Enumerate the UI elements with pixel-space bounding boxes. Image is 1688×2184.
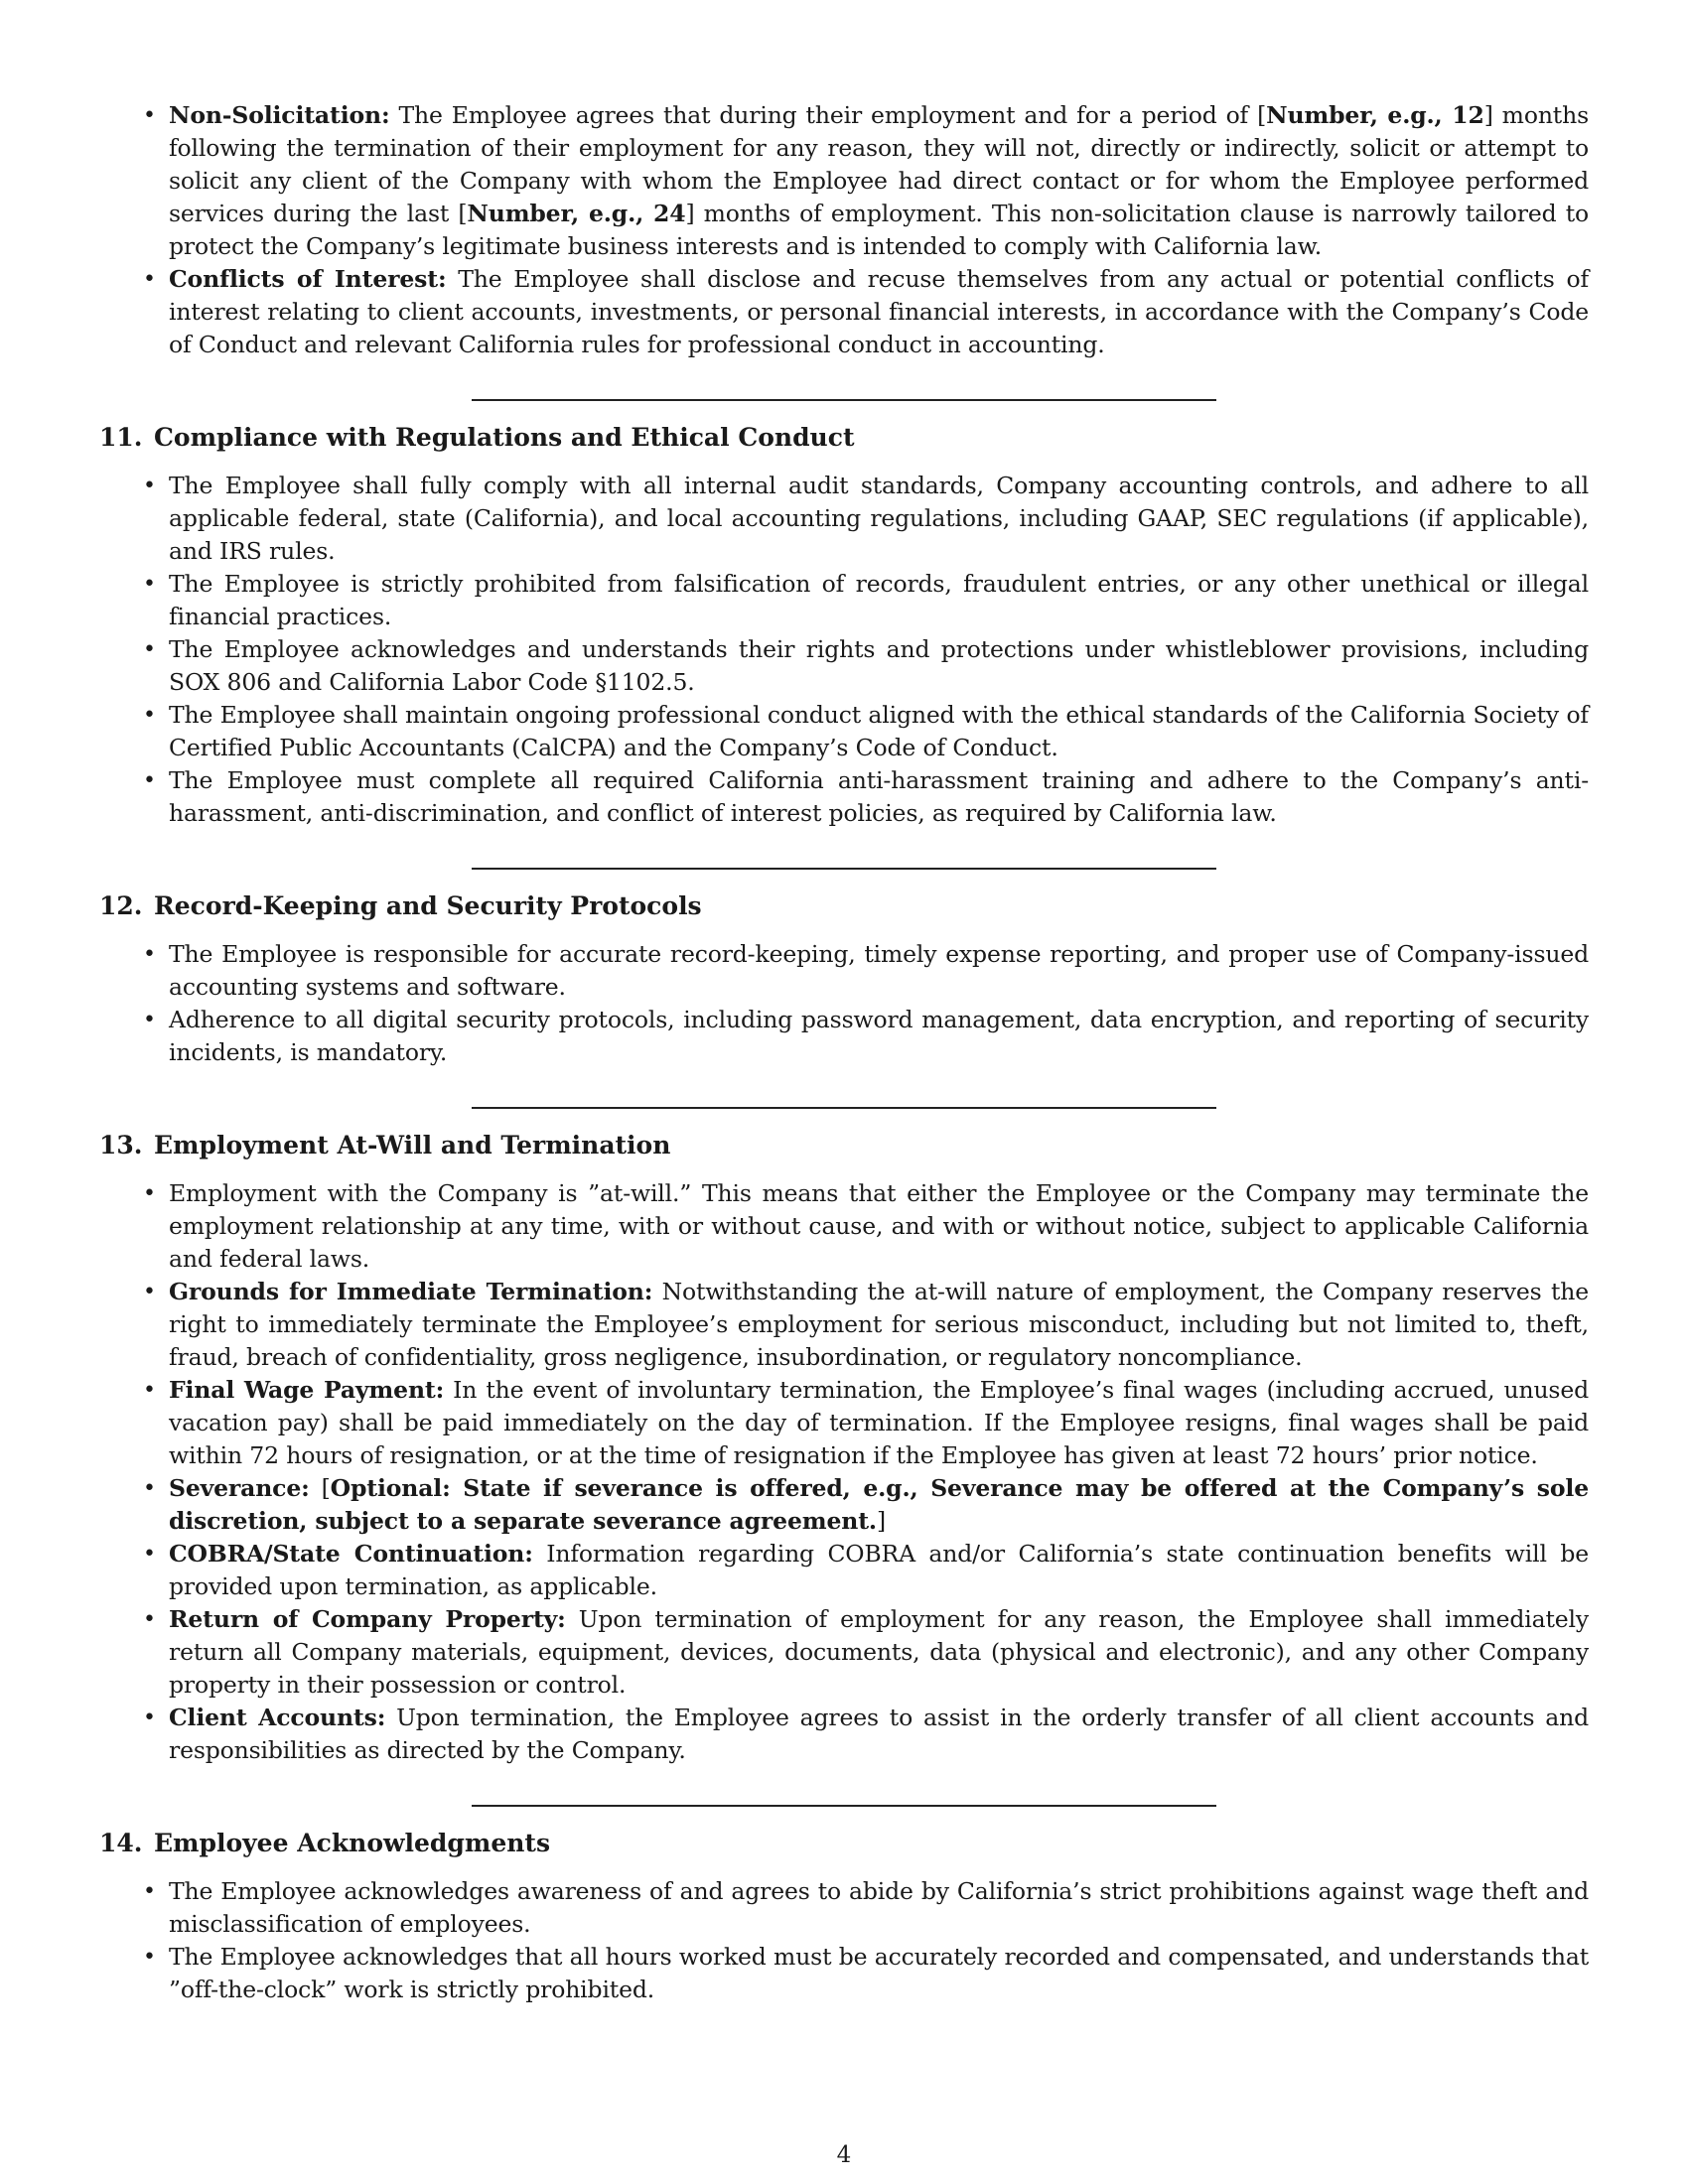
section-title: Compliance with Regulations and Ethical Conduct bbox=[154, 423, 855, 452]
section-number: 12. bbox=[99, 891, 143, 920]
section-title: Record-Keeping and Security Protocols bbox=[154, 891, 702, 920]
item-label: Conflicts of Interest: bbox=[169, 265, 447, 293]
page-number: 4 bbox=[836, 2142, 852, 2168]
section-heading-14 bbox=[99, 1827, 1589, 1860]
bullet-icon: • bbox=[143, 1879, 156, 1904]
list-item-final-wage bbox=[143, 1374, 1589, 1472]
bullet-icon: • bbox=[143, 1476, 156, 1501]
bullet-icon: • bbox=[143, 1008, 156, 1032]
list-item-non-solicitation bbox=[143, 99, 1589, 263]
document-page bbox=[99, 99, 1589, 2006]
bullet-icon: • bbox=[143, 103, 156, 128]
bullet-icon: • bbox=[143, 1542, 156, 1567]
item-text: Information regarding COBRA and/or California’s state continuation benefits will be provided upon termination, as applicable. bbox=[169, 1540, 1589, 1600]
section-number: 13. bbox=[99, 1131, 143, 1160]
section-heading-11 bbox=[99, 421, 1589, 455]
bullet-icon: • bbox=[143, 942, 156, 967]
section-heading-13 bbox=[99, 1129, 1589, 1162]
bullet-icon: • bbox=[143, 637, 156, 662]
item-text: The Employee acknowledges and understands their rights and protections under whistleblower provisions, including SOX 806 and California Labor Code §1102.5. bbox=[169, 635, 1589, 696]
item-text: The Employee shall maintain ongoing professional conduct aligned with the ethical standards of the California Society of Certified Public Accountants (CalCPA) and the Company’s Code of Conduct. bbox=[169, 701, 1589, 761]
list-item-at-will bbox=[143, 1177, 1589, 1276]
section-divider bbox=[472, 1107, 1216, 1109]
item-label: Return of Company Property: bbox=[169, 1605, 566, 1633]
list-item bbox=[143, 938, 1589, 1004]
bullet-icon: • bbox=[143, 1181, 156, 1206]
list-item bbox=[143, 1004, 1589, 1069]
item-text: Employment with the Company is ”at-will.” This means that either the Employee or the Company may terminate the employment relationship at any time, with or without cause, and with or without notice, subject to applicable California and federal laws. bbox=[169, 1179, 1589, 1273]
bullet-icon: • bbox=[143, 474, 156, 498]
item-label: Non-Solicitation: bbox=[169, 101, 390, 129]
item-text: The Employee is responsible for accurate record-keeping, timely expense reporting, and proper use of Company-issued accounting systems and software. bbox=[169, 940, 1589, 1001]
placeholder-text: Number, e.g., 24 bbox=[467, 200, 686, 227]
item-text: [ bbox=[309, 1474, 331, 1502]
list-item-immediate-termination bbox=[143, 1276, 1589, 1374]
list-item bbox=[143, 764, 1589, 830]
bullet-icon: • bbox=[143, 703, 156, 728]
section-number: 14. bbox=[99, 1829, 143, 1857]
placeholder-text: Optional: State if severance is offered, e.g., Severance may be offered at the Company’s sole discretion, subject to a separate severance agreement. bbox=[169, 1474, 1589, 1535]
list-item bbox=[143, 1941, 1589, 2006]
list-item bbox=[143, 470, 1589, 568]
list-item-company-property bbox=[143, 1603, 1590, 1702]
item-label: Grounds for Immediate Termination: bbox=[169, 1278, 653, 1305]
item-text: ] bbox=[876, 1507, 886, 1535]
list-item-severance bbox=[143, 1472, 1589, 1538]
item-text: The Employee shall disclose and recuse themselves from any actual or potential conflicts of interest relating to client accounts, investments, or personal financial interests, in accordance with the Company’s Code of Conduct and relevant California rules for professional conduct in accounting. bbox=[169, 265, 1589, 358]
item-text: In the event of involuntary termination, the Employee’s final wages (including accrued, unused vacation pay) shall be paid immediately on the day of termination. If the Employee resigns, final wages shall be paid within 72 hours of resignation, or at the time of resignation if the Employee has given at least 72 hours’ prior notice. bbox=[169, 1376, 1589, 1469]
item-text: ] months of employment. This non-solicitation clause is narrowly tailored to protect the Company’s legitimate business interests and is intended to comply with California law. bbox=[169, 200, 1589, 260]
section-divider bbox=[472, 399, 1216, 401]
list-item-client-accounts bbox=[143, 1702, 1589, 1767]
section-number: 11. bbox=[99, 423, 143, 452]
item-text: ] months following the termination of their employment for any reason, they will not, directly or indirectly, solicit or attempt to solicit any client of the Company with whom the Employee had direct contact or for whom the Employee performed services during the last [ bbox=[169, 101, 1589, 227]
bullet-icon: • bbox=[143, 1607, 156, 1632]
item-text: Adherence to all digital security protocols, including password management, data encryption, and reporting of security incidents, is mandatory. bbox=[169, 1006, 1589, 1066]
item-text: The Employee is strictly prohibited from falsification of records, fraudulent entries, or any other unethical or illegal financial practices. bbox=[169, 570, 1589, 630]
list-item-cobra bbox=[143, 1538, 1589, 1603]
bullet-icon: • bbox=[143, 572, 156, 597]
section-title: Employee Acknowledgments bbox=[154, 1829, 551, 1857]
section-title: Employment At-Will and Termination bbox=[154, 1131, 671, 1160]
item-label: COBRA/State Continuation: bbox=[169, 1540, 533, 1568]
section-11-list bbox=[99, 470, 1589, 830]
bullet-icon: • bbox=[143, 1280, 156, 1304]
section-13-list bbox=[99, 1177, 1589, 1767]
item-label: Final Wage Payment: bbox=[169, 1376, 445, 1404]
bullet-icon: • bbox=[143, 1945, 156, 1970]
item-text: The Employee shall fully comply with all internal audit standards, Company accounting controls, and adhere to all applicable federal, state (California), and local accounting regulations, including GAAP, SEC regulations (if applicable), and IRS rules. bbox=[169, 472, 1589, 565]
bullet-icon: • bbox=[143, 267, 156, 292]
section-divider bbox=[472, 868, 1216, 870]
item-text: The Employee acknowledges that all hours worked must be accurately recorded and compensated, and understands that ”off-the-clock” work is strictly prohibited. bbox=[169, 1943, 1589, 2003]
section-divider bbox=[472, 1805, 1216, 1807]
list-item bbox=[143, 568, 1589, 633]
section-14-list bbox=[99, 1875, 1589, 2006]
item-text: The Employee agrees that during their employment and for a period of [ bbox=[389, 101, 1267, 129]
item-label: Severance: bbox=[169, 1474, 310, 1502]
section-heading-12 bbox=[99, 889, 1589, 923]
list-item bbox=[143, 1875, 1589, 1941]
intro-list bbox=[99, 99, 1589, 361]
bullet-icon: • bbox=[143, 1378, 156, 1403]
item-text: Upon termination, the Employee agrees to assist in the orderly transfer of all client accounts and responsibilities as directed by the Company. bbox=[169, 1704, 1589, 1764]
list-item bbox=[143, 699, 1589, 764]
section-12-list bbox=[99, 938, 1589, 1069]
list-item-conflicts-of-interest bbox=[143, 263, 1589, 361]
item-text: Notwithstanding the at-will nature of employment, the Company reserves the right to immediately terminate the Employee’s employment for serious misconduct, including but not limited to, theft, fraud, breach of confidentiality, gross negligence, insubordination, or regulatory noncompliance. bbox=[169, 1278, 1589, 1371]
item-text: The Employee acknowledges awareness of and agrees to abide by California’s strict prohibitions against wage theft and misclassification of employees. bbox=[169, 1877, 1589, 1938]
bullet-icon: • bbox=[143, 768, 156, 793]
list-item bbox=[143, 633, 1589, 699]
item-label: Client Accounts: bbox=[169, 1704, 386, 1731]
bullet-icon: • bbox=[143, 1706, 156, 1730]
placeholder-text: Number, e.g., 12 bbox=[1266, 101, 1484, 129]
item-text: Upon termination of employment for any reason, the Employee shall immediately return all Company materials, equipment, devices, documents, data (physical and electronic), and any other Company property in their possession or control. bbox=[169, 1605, 1590, 1699]
item-text: The Employee must complete all required California anti-harassment training and adhere to the Company’s anti-harassment, anti-discrimination, and conflict of interest policies, as required by California law. bbox=[169, 766, 1589, 827]
